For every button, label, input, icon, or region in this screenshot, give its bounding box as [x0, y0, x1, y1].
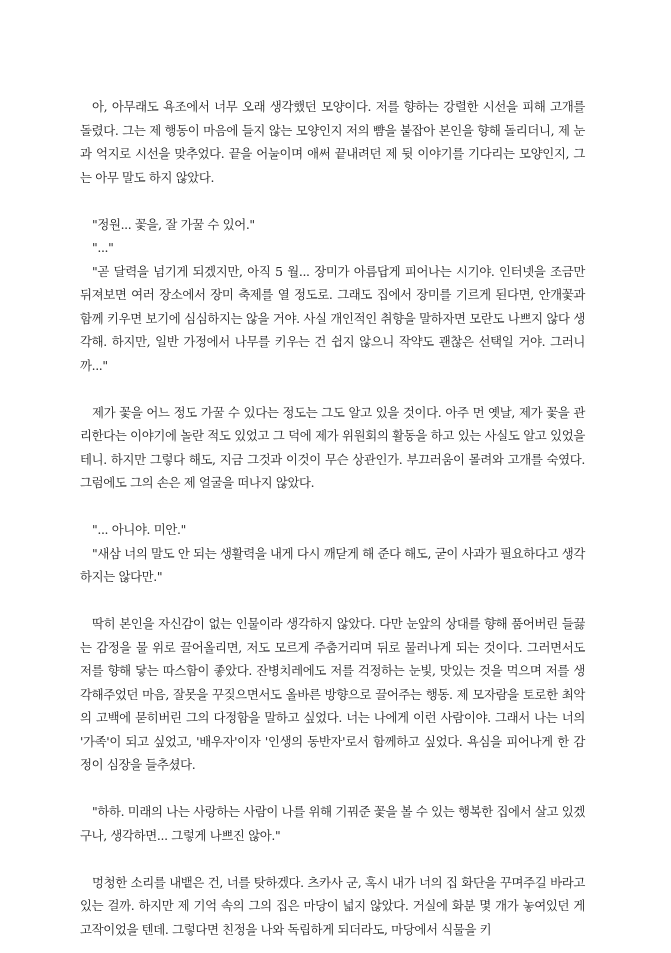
dialogue-future-home: "하하. 미래의 나는 사랑하는 사람이 나를 위해 기꿔준 꽃을 볼 수 있는 행복한 집에서 살고 있겠구나, 생각하면... 그렇게 나쁘진 않아.": [80, 804, 585, 843]
paragraph-gap: [80, 847, 585, 871]
dialogue-silence-line: "...": [92, 240, 114, 255]
paragraph-embarrassment: 제가 꽃을 어느 정도 가꿀 수 있다는 정도는 그도 알고 있을 것이다. 아주 먼 옛날, 제가 꽃을 관리한다는 이야기에 놀란 적도 있었고 그 덕에 제가 위원회의 활동을 하고 있는 사실도 알고 있었을 테니. 하지만 그렇다 해도, 지금 그것과 이것이 무슨 상관인가. 부끄러움이 몰려와 고개를 숙였다. 그럼에도 그의 손은 제 얼굴을 떠나지 않았다.: [80, 404, 585, 490]
paragraph-gap: [80, 189, 585, 213]
paragraph-gap: [80, 589, 585, 613]
dialogue-reply-line: "새삼 너의 말도 안 되는 생활력을 내게 다시 깨닫게 해 준다 해도, 굳이 사과가 필요하다고 생각하지는 않다만.": [80, 545, 585, 584]
document-page: [80, 95, 585, 941]
paragraph-confession: 딱히 본인을 자신감이 없는 인물이라 생각하지 않았다. 다만 눈앞의 상대를 향해 품어버린 들끓는 감정을 물 위로 끌어올리면, 저도 모르게 주춤거리며 뒤로 물러나게 되는 것이다. 그러면서도 저를 향해 닿는 따스함이 좋았다. 잔병치레에도 저를 걱정하는 눈빛, 맛있는 것을 먹으며 저를 생각해주었던 마음, 잘못을 꾸짖으면서도 올바른 방향으로 끌어주는 행동. 제 모자람을 토로한 최악의 고백에 묻히버린 그의 다정함을 말하고 싶었다. 너는 나에게 이런 사람이야. 그래서 나는 너의 '가족'이 되고 싶었고, '배우자'이자 '인생의 동반자'로서 함께하고 싶었다. 욕심을 피어나게 한 감정이 심장을 들추셨다.: [80, 616, 585, 772]
dialogue-garden-line: "정원... 꽃을, 잘 가꿀 수 있어.": [92, 216, 255, 232]
dialogue-apology-line: "... 아니야. 미안.": [92, 522, 186, 537]
paragraph-gap: [80, 777, 585, 801]
dialogue-rose-speech: "곧 달력을 넘기게 되겠지만, 아직 5 월... 장미가 아름답게 피어나는 시기야. 인터넷을 조금만 뒤져보면 여러 장소에서 장미 축제를 열 정도로. 그래도 집에서 장미를 기르게 된다면, 안개꽃과 함께 키우면 보기에 심심하지는 않을 거야. 사실 개인적인 취향을 말하자면 모란도 나쁘지 않다 생각해. 하지만, 일반 가정에서 나무를 키우는 건 쉽지 않으니 작약도 괜찮은 선택일 거야. 그러니까...": [80, 263, 585, 373]
paragraph-garden-thought: 멍청한 소리를 내뱉은 건, 너를 탓하겠다. 츠카사 군, 혹시 내가 너의 집 화단을 꾸며주길 바라고 있는 걸까. 하지만 제 기억 속의 그의 집은 마당이 넓지 않았다. 거실에 화분 몇 개가 놓여있던 게 고작이었을 텐데. 그렇다면 친정을 나와 독립하게 되더라도, 마당에서 식물을 키: [80, 874, 585, 937]
paragraph-gap: [80, 377, 585, 401]
paragraph-bath-thought: 아, 아무래도 욕조에서 너무 오래 생각했던 모양이다. 저를 향하는 강렬한 시선을 피해 고개를 돌렸다. 그는 제 행동이 마음에 들지 않는 모양인지 저의 뺨을 붙잡아 본인을 향해 돌리더니, 제 눈과 억지로 시선을 맞추었다. 끝을 어눌이며 애써 끝내려던 제 뒷 이야기를 기다리는 모양인지, 그는 아무 말도 하지 않았다.: [80, 99, 585, 185]
paragraph-gap: [80, 495, 585, 519]
